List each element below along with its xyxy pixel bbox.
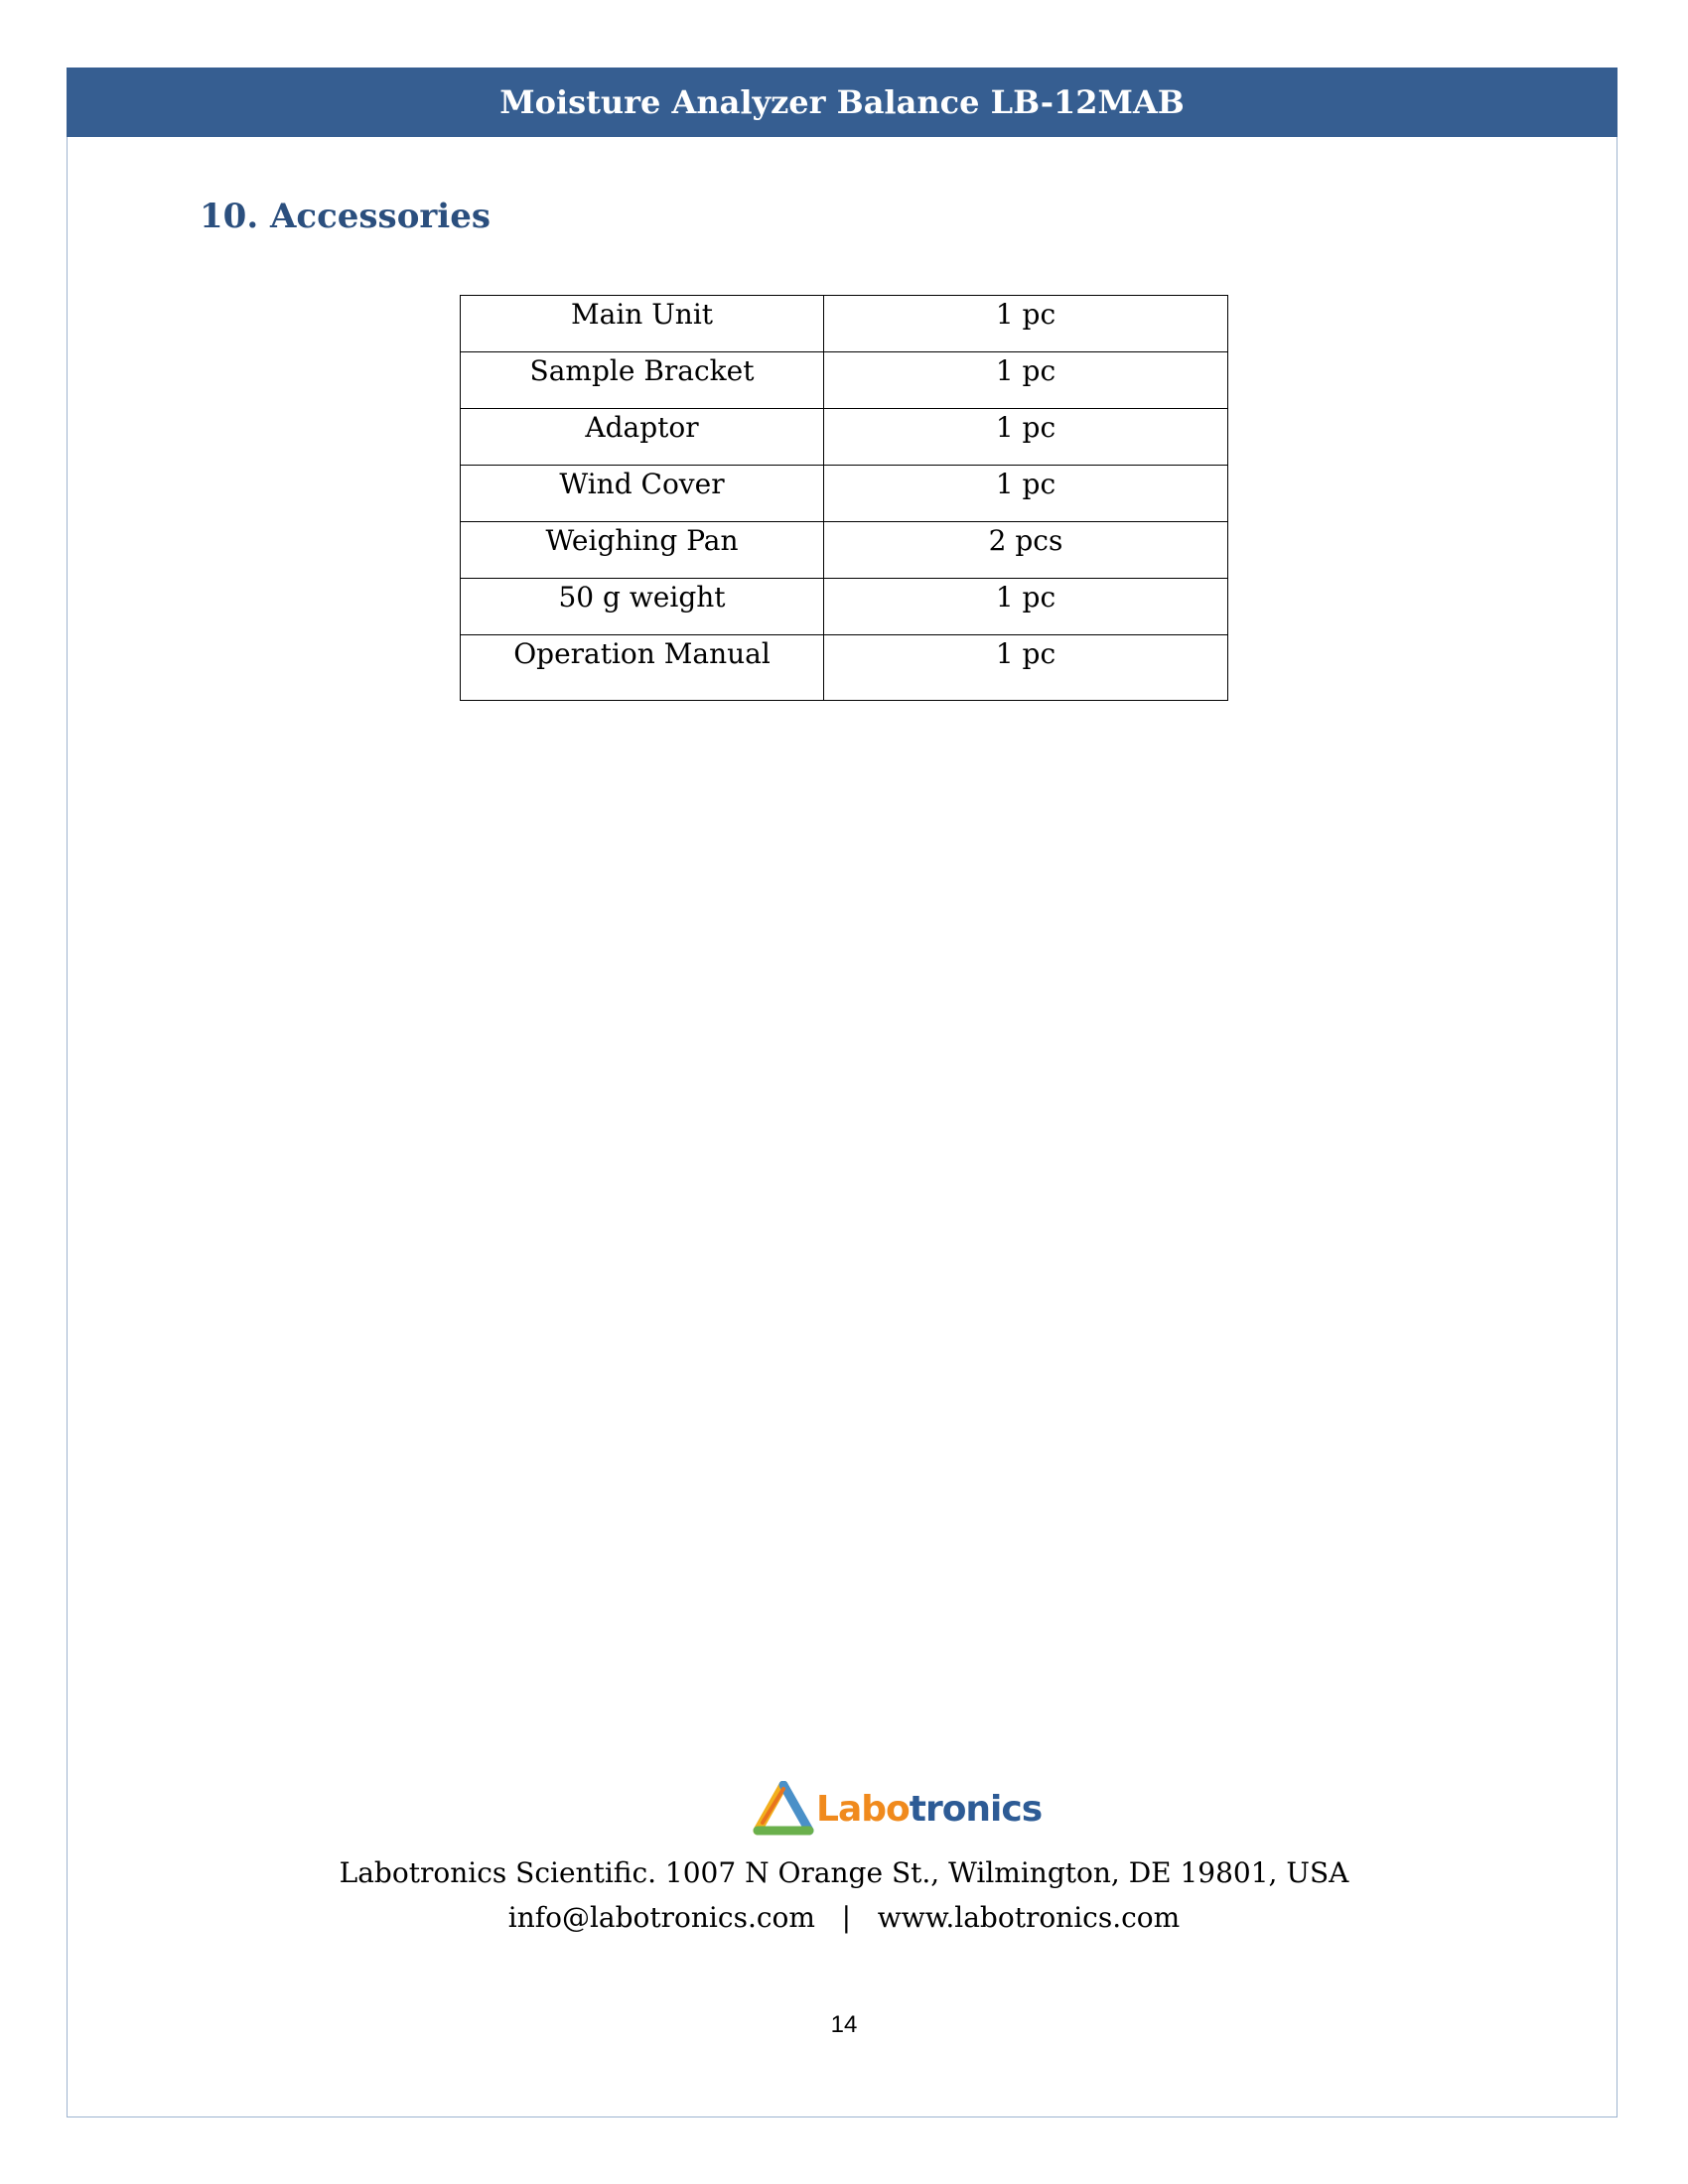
table-row <box>461 296 1228 352</box>
separator: | <box>841 1901 852 1934</box>
qty-cell: 2 pcs <box>824 522 1228 579</box>
header-bar <box>67 68 1618 137</box>
item-cell: Wind Cover <box>461 466 824 522</box>
item-cell: Main Unit <box>461 296 824 352</box>
item-cell: Weighing Pan <box>461 522 824 579</box>
footer-contacts <box>0 1901 1688 1934</box>
item-cell: 50 g weight <box>461 579 824 635</box>
item-cell: Operation Manual <box>461 635 824 701</box>
table-row <box>461 579 1228 635</box>
qty-cell: 1 pc <box>824 352 1228 409</box>
table-row <box>461 522 1228 579</box>
document-title: Moisture Analyzer Balance LB-12MAB <box>499 83 1185 121</box>
section-title: 10. Accessories <box>200 197 491 236</box>
labotronics-logo <box>753 1779 1042 1839</box>
qty-cell: 1 pc <box>824 579 1228 635</box>
qty-cell: 1 pc <box>824 296 1228 352</box>
footer-address: Labotronics Scientific. 1007 N Orange St., Wilmington, DE 19801, USA <box>339 1856 1349 1889</box>
table-row <box>461 409 1228 466</box>
page-number: 14 <box>830 2011 858 2038</box>
qty-cell: 1 pc <box>824 635 1228 701</box>
table-row <box>461 466 1228 522</box>
qty-cell: 1 pc <box>824 466 1228 522</box>
qty-cell: 1 pc <box>824 409 1228 466</box>
item-cell: Adaptor <box>461 409 824 466</box>
table-row <box>461 635 1228 701</box>
accessories-table <box>460 295 1228 701</box>
website-link[interactable]: www.labotronics.com <box>877 1901 1181 1934</box>
triangle-logo-icon <box>753 1781 814 1837</box>
item-cell: Sample Bracket <box>461 352 824 409</box>
table-row <box>461 352 1228 409</box>
logo-text: Labotronics <box>816 1788 1043 1830</box>
email-link[interactable]: info@labotronics.com <box>507 1901 815 1934</box>
